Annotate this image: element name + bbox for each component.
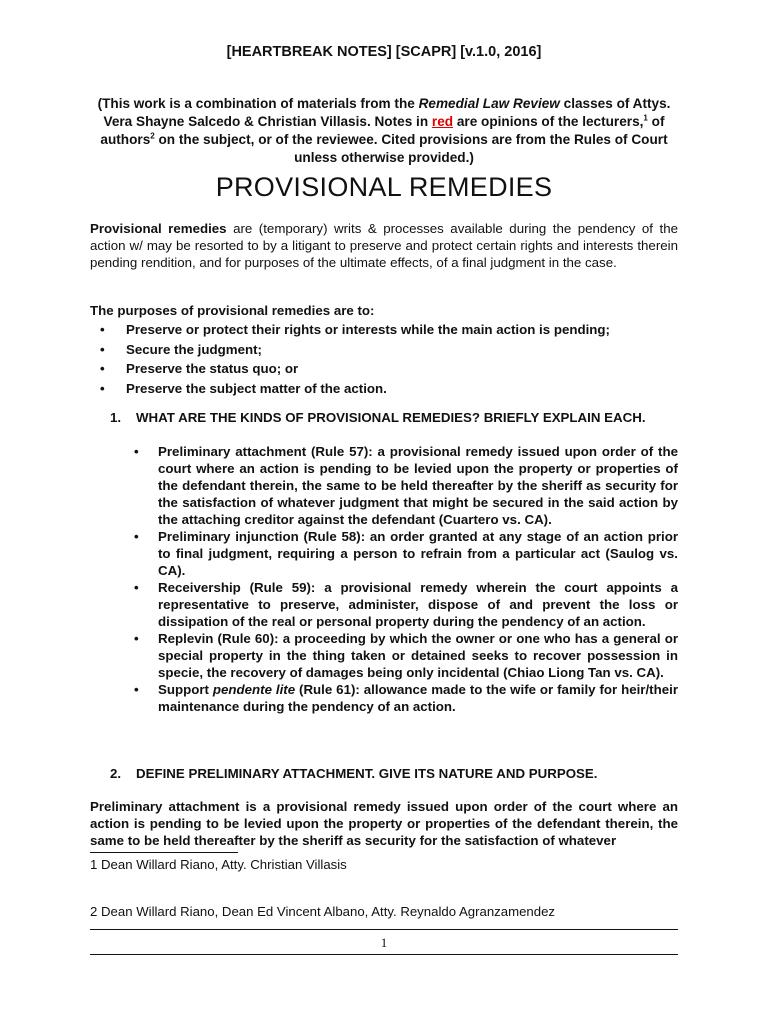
kind-item-replevin: • Replevin (Rule 60): a proceeding by which the owner or one who has a general or special property in the thing taken or detained seeks to recover possession in specie, the recovery of damages being only incidental (Chiao Liong Tan vs. CA). — [122, 630, 678, 681]
question-text: DEFINE PRELIMINARY ATTACHMENT. GIVE ITS NATURE AND PURPOSE. — [136, 766, 598, 781]
footer-rule-top — [90, 929, 678, 930]
intro-text-1: (This work is a combination of materials from the — [97, 96, 419, 111]
support-emphasis: pendente lite — [212, 682, 296, 697]
question-text: WHAT ARE THE KINDS OF PROVISIONAL REMEDIES? BRIEFLY EXPLAIN EACH. — [136, 410, 646, 425]
footnote-ref-1: 1 — [643, 113, 648, 123]
question-1 — [110, 410, 646, 425]
purpose-item: • Preserve the subject matter of the action. — [90, 379, 610, 399]
intro-red-word: red — [431, 114, 454, 129]
footnote-1: 1 Dean Willard Riano, Atty. Christian Villasis — [90, 857, 347, 872]
footnote-separator — [90, 852, 238, 853]
definition-paragraph — [90, 220, 678, 271]
kind-item-attachment: • Preliminary attachment (Rule 57): a provisional remedy issued upon order of the court where an action is pending to be levied upon the property or properties of the defendant therein, the same to be held thereafter by the sheriff as security for the satisfaction of whatever judgment that might be secured in the said action by the attaching creditor against the defendant (Cuartero vs. CA). — [122, 443, 678, 528]
intro-text-2: classes of Attys. Vera Shayne Salcedo & Christian Villasis. Notes in — [103, 96, 671, 129]
intro-note — [88, 95, 680, 167]
purposes-list — [90, 320, 610, 398]
footnote-2: 2 Dean Willard Riano, Dean Ed Vincent Albano, Atty. Reynaldo Agranzamendez — [90, 904, 556, 919]
purpose-item: • Preserve or protect their rights or interests while the main action is pending; — [90, 320, 610, 340]
running-header: [HEARTBREAK NOTES] [SCAPR] [v.1.0, 2016] — [226, 44, 542, 60]
intro-text-3: are opinions of the lecturers, — [453, 114, 644, 129]
kind-item-support — [122, 681, 678, 715]
intro-text-5: on the subject, or of the reviewee. Cited provisions are from the Rules of Court unless otherwise provided.) — [154, 132, 668, 165]
kind-item-receivership: • Receivership (Rule 59): a provisional remedy wherein the court appoints a representative to preserve, administer, dispose of and prevent the loss or dissipation of the real or personal property during the pendency of an action. — [122, 579, 678, 630]
question-2 — [110, 766, 597, 781]
question-number: 1. — [110, 410, 122, 425]
intro-text-4: of authors — [100, 114, 665, 147]
support-text-a: Support — [158, 682, 213, 697]
kinds-list — [122, 443, 678, 715]
footnote-ref-2: 2 — [150, 131, 155, 141]
question-number: 2. — [110, 766, 122, 781]
page-number: 1 — [380, 935, 388, 950]
document-title: PROVISIONAL REMEDIES — [215, 172, 553, 202]
answer-paragraph: Preliminary attachment is a provisional remedy issued upon order of the court where an action is pending to be levied upon the property or properties of the defendant therein, the same to be held thereafter by the sheriff as security for the satisfaction of whatever — [90, 799, 678, 848]
definition-term: Provisional remedies — [90, 221, 227, 236]
kind-item-injunction: • Preliminary injunction (Rule 58): an order granted at any stage of an action prior to final judgment, requiring a person to refrain from a particular act (Saulog vs. CA). — [122, 528, 678, 579]
purpose-item: • Secure the judgment; — [90, 340, 610, 360]
definition-text: are (temporary) writs & processes available during the pendency of the action w/ may be resorted to by a litigant to preserve and protect certain rights and interests therein pending rendition, and for purposes of the ultimate effects, of a final judgment in the case. — [90, 221, 678, 270]
purpose-item: • Preserve the status quo; or — [90, 359, 610, 379]
intro-emphasis: Remedial Law Review — [418, 96, 560, 111]
support-text-b: (Rule 61): allowance made to the wife or family for heir/their maintenance during the pendency of an action. — [158, 682, 678, 714]
footer-rule-bottom — [90, 954, 678, 955]
purposes-heading: The purposes of provisional remedies are to: — [90, 303, 375, 318]
